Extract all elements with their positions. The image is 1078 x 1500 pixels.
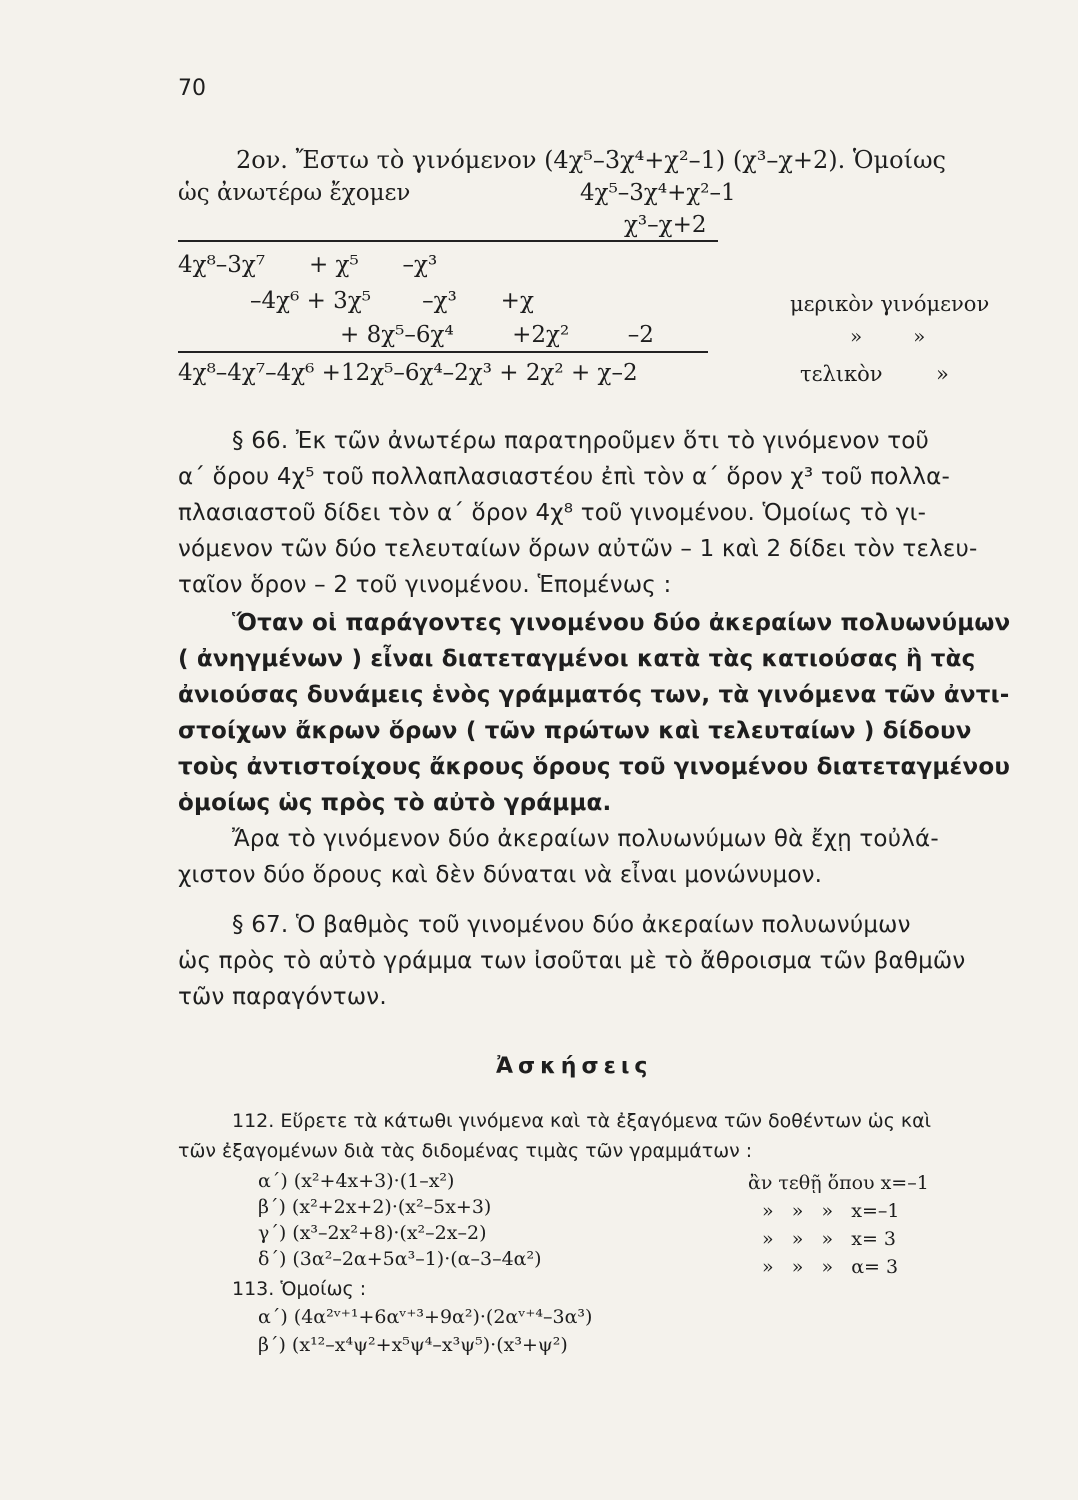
exercise-113-a: α΄) (4α²ᵛ⁺¹+6αᵛ⁺³+9α²)·(2αᵛ⁺⁴–3α³) [258, 1306, 593, 1328]
example2-as-above-text: ὡς ἀνωτέρω ἔχομεν [178, 180, 411, 206]
rule-statement-line-5: τοὺς ἀντιστοίχους ἄκρους ὅρους τοῦ γινομένου διατεταγμένου [178, 754, 1011, 780]
multiplier: χ³–χ+2 [624, 212, 707, 238]
consequence-line-2: χιστον δύο ὅρους καὶ δὲν δύναται νὰ εἶναι μονώνυμον. [178, 862, 823, 888]
rule-statement-line-2: ( ἀνηγμένων ) εἶναι διατεταγμένοι κατὰ τὰς κατιούσας ἢ τὰς [178, 646, 976, 672]
exercise-112-line-1: 112. Εὕρετε τὰ κάτωθι γινόμενα καὶ τὰ ἐξαγόμενα τῶν δοθέντων ὡς καὶ [232, 1110, 932, 1132]
exercise-112-a: α΄) (x²+4x+3)·(1–x²) [258, 1170, 455, 1192]
exercise-112-d: δ΄) (3α²–2α+5α³–1)·(α–3–4α²) [258, 1248, 542, 1270]
multiplication-rule-top [178, 240, 718, 242]
section-67-line-1: § 67. Ὁ βαθμὸς τοῦ γινομένου δύο ἀκεραίων πολυωνύμων [232, 912, 911, 938]
section-67-line-2: ὡς πρὸς τὸ αὐτὸ γράμμα των ἰσοῦται μὲ τὸ ἄθροισμα τῶν βαθμῶν [178, 948, 966, 974]
partial-product-row-1: 4χ⁸–3χ⁷ + χ⁵ –χ³ [178, 252, 438, 278]
section-66-line-2: α΄ ὅρου 4χ⁵ τοῦ πολλαπλασιαστέου ἐπὶ τὸν α΄ ὅρον χ³ τοῦ πολλα- [178, 464, 950, 490]
section-67-line-3: τῶν παραγόντων. [178, 984, 387, 1010]
section-66-line-3: πλασιαστοῦ δίδει τὸν α΄ ὅρον 4χ⁸ τοῦ γινομένου. Ὁμοίως τὸ γι- [178, 500, 927, 526]
section-66-line-5: ταῖον ὅρον – 2 τοῦ γινομένου. Ἑπομένως : [178, 572, 672, 598]
multiplication-rule-bottom [178, 351, 708, 353]
label-final-product: τελικὸν » [800, 362, 949, 386]
label-partial-product: μερικὸν γινόμενον [790, 292, 990, 316]
exercise-112-line-2: τῶν ἐξαγομένων διὰ τὰς διδομένας τιμὰς τῶν γραμμάτων : [178, 1140, 753, 1162]
rule-statement-line-1: Ὅταν οἱ παράγοντες γινομένου δύο ἀκεραίων πολυωνύμων [232, 610, 1011, 636]
rule-statement-line-3: ἀνιούσας δυνάμεις ἑνὸς γράμματός των, τὰ γινόμενα τῶν ἀντι- [178, 682, 1010, 708]
exercise-112-a-condition: ἂν τεθῇ ὅπου x=–1 [748, 1172, 929, 1194]
final-product: 4χ⁸–4χ⁷–4χ⁶ +12χ⁵–6χ⁴–2χ³ + 2χ² + χ–2 [178, 360, 638, 386]
consequence-line-1: Ἄρα τὸ γινόμενον δύο ἀκεραίων πολυωνύμων θὰ ἔχῃ τοὐλά- [232, 826, 939, 852]
exercise-112-c-condition: » » » x= 3 [762, 1228, 896, 1250]
exercise-112-b: β΄) (x²+2x+2)·(x²–5x+3) [258, 1196, 492, 1218]
rule-statement-line-6: ὁμοίως ὡς πρὸς τὸ αὐτὸ γράμμα. [178, 790, 612, 816]
section-66-line-1: § 66. Ἐκ τῶν ἀνωτέρω παρατηροῦμεν ὅτι τὸ γινόμενον τοῦ [232, 428, 930, 454]
exercise-112-c: γ΄) (x³–2x²+8)·(x²–2x–2) [258, 1222, 487, 1244]
partial-product-row-3: + 8χ⁵–6χ⁴ +2χ² –2 [340, 322, 654, 348]
multiplicand: 4χ⁵–3χ⁴+χ²–1 [580, 180, 736, 206]
exercises-heading: Ἀσκήσεις [496, 1054, 653, 1079]
exercise-112-d-condition: » » » α= 3 [762, 1256, 899, 1278]
exercise-112-b-condition: » » » x=–1 [762, 1200, 900, 1222]
label-ditto: » » [850, 324, 926, 348]
example2-intro-line: 2ον. Ἔστω τὸ γινόμενον (4χ⁵–3χ⁴+χ²–1) (χ³–χ+2). Ὁμοίως [236, 146, 946, 174]
page-number: 70 [178, 76, 206, 101]
section-66-line-4: νόμενον τῶν δύο τελευταίων ὅρων αὐτῶν – 1 καὶ 2 δίδει τὸν τελευ- [178, 536, 978, 562]
exercise-113-b: β΄) (x¹²–x⁴ψ²+x⁵ψ⁴–x³ψ⁵)·(x³+ψ²) [258, 1334, 568, 1356]
exercise-113-line-1: 113. Ὁμοίως : [232, 1278, 367, 1300]
partial-product-row-2: –4χ⁶ + 3χ⁵ –χ³ +χ [250, 288, 534, 314]
rule-statement-line-4: στοίχων ἄκρων ὅρων ( τῶν πρώτων καὶ τελευταίων ) δίδουν [178, 718, 972, 744]
